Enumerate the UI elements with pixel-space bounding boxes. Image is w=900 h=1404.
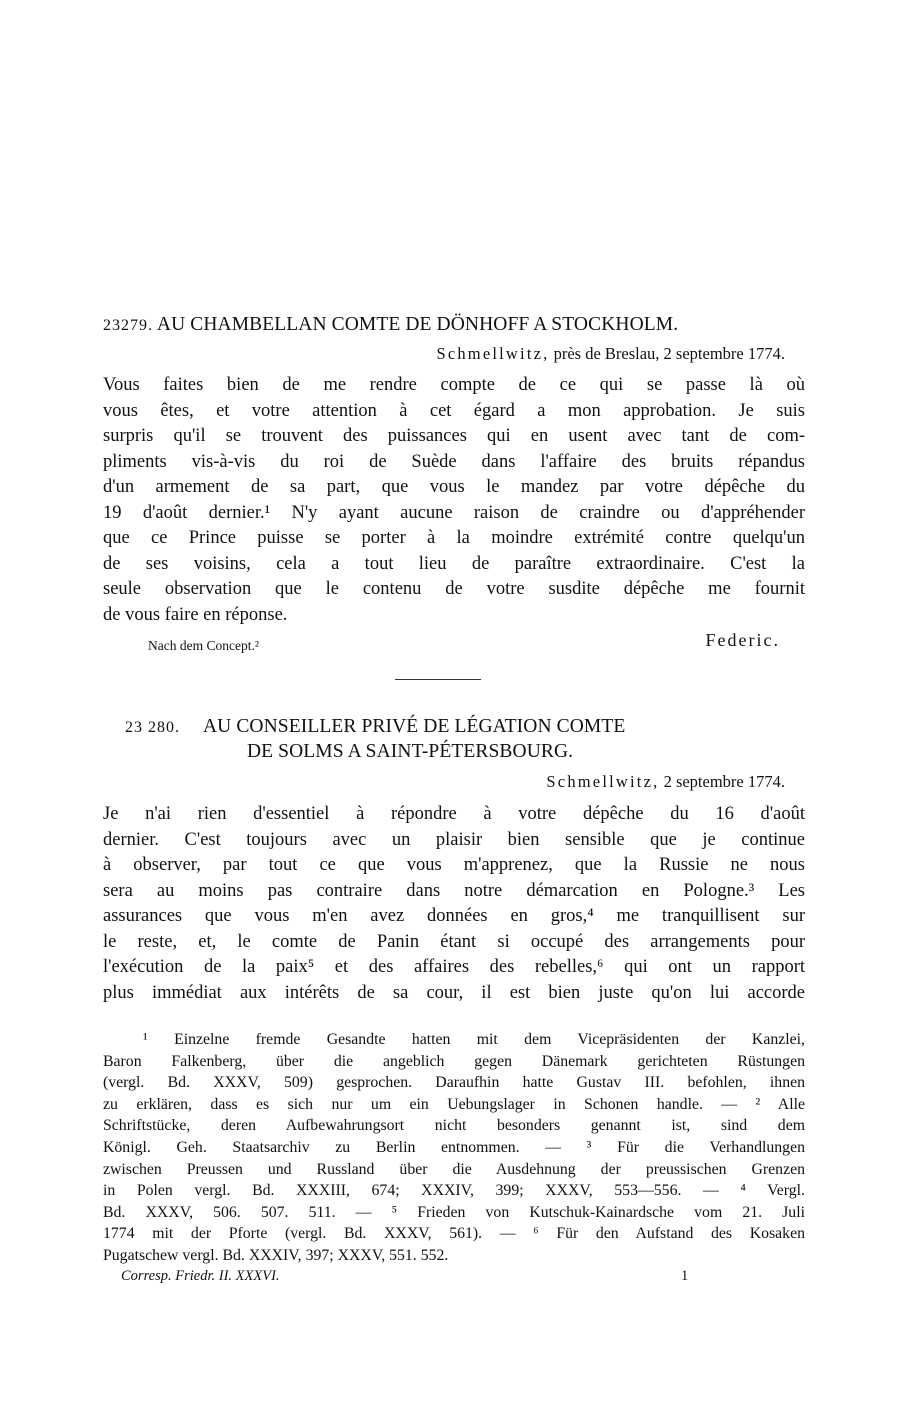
letter-2-place: Schmellwitz, [546, 772, 660, 791]
letter-1-title: AU CHAMBELLAN COMTE DE DÖNHOFF A STOCKHOLM. [156, 314, 679, 335]
body-line: dernier. C'est toujours avec un plaisir bien sensible que je continue [103, 829, 805, 850]
footnote-line: Schriftstücke, deren Aufbewahrungsort nicht besonders genannt ist, sind dem [103, 1117, 805, 1135]
body-line: Je n'ai rien d'essentiel à répondre à votre dépêche du 16 d'août [103, 804, 805, 824]
body-line: le reste, et, le comte de Panin étant si occupé des arrangements pour [103, 931, 805, 952]
body-line: à observer, par tout ce que vous m'apprenez, que la Russie ne nous [103, 855, 805, 875]
body-line: sera au moins pas contraire dans notre démarcation en Pologne.³ Les [103, 880, 805, 901]
body-line: 19 d'août dernier.¹ N'y ayant aucune raison de craindre ou d'appréhender [103, 502, 805, 523]
letter-1-body [103, 373, 805, 628]
body-line: surpris qu'il se trouvent des puissances qui en usent avec tant de com- [103, 426, 805, 446]
letter-1-source-note: Nach dem Concept.² [148, 638, 259, 653]
letter-1-heading [103, 314, 805, 336]
letter-2-date: 2 septembre 1774. [663, 772, 785, 791]
footnote-line: zu erklären, dass es sich nur um ein Uebungslager in Schonen handle. — ² Alle [103, 1095, 805, 1113]
body-line: assurances que vous m'en avez données en gros,⁴ me tranquillisent sur [103, 906, 805, 926]
footnote-line: Bd. XXXV, 506. 507. 511. — ⁵ Frieden von Kutschuk-Kainardsche vom 21. Juli [103, 1203, 805, 1221]
sheet-number: 1 [681, 1268, 689, 1284]
footnote-line: in Polen vergl. Bd. XXXIII, 674; XXXIV, 399; XXXV, 553—556. — ⁴ Vergl. [103, 1182, 805, 1200]
letter-2-number: 23 280. [125, 719, 180, 736]
letter-1-date: près de Breslau, 2 septembre 1774. [553, 344, 785, 363]
letter-2-heading-line-1 [103, 716, 827, 738]
letter-2-title-line-1: AU CONSEILLER PRIVÉ DE LÉGATION COMTE [202, 716, 626, 737]
footnote-line: Baron Falkenberg, über die angeblich gegen Dänemark gerichteten Rüstungen [103, 1052, 805, 1070]
letter-1-number: 23279. [103, 317, 153, 334]
body-line: que ce Prince puisse se porter à la moindre extrémité contre quelqu'un [103, 528, 805, 548]
body-line: l'exécution de la paix⁵ et des affaires des rebelles,⁶ qui ont un rapport [103, 957, 805, 977]
footnotes [103, 1029, 805, 1267]
body-line: pliments vis-à-vis du roi de Suède dans l'affaire des bruits répandus [103, 451, 805, 472]
section-divider [395, 679, 481, 680]
footnote-line: Königl. Geh. Staatsarchiv zu Berlin entnommen. — ³ Für die Verhandlungen [103, 1138, 805, 1156]
letter-2-title-line-2: DE SOLMS A SAINT-PÉTERSBOURG. [247, 741, 574, 762]
body-line: Vous faites bien de me rendre compte de ce qui se passe là où [103, 375, 805, 395]
letter-2-dateline [546, 772, 785, 792]
footnote-line: Pugatschew vergl. Bd. XXXIV, 397; XXXV, 551. 552. [103, 1246, 449, 1264]
footnote-line: zwischen Preussen und Russland über die Ausdehnung der preussischen Grenzen [103, 1160, 805, 1178]
body-line: plus immédiat aux intérêts de sa cour, il est bien juste qu'on lui accorde [103, 982, 805, 1003]
letter-2-body [103, 802, 805, 1006]
footer-signature-mark: Corresp. Friedr. II. XXXVI. [121, 1268, 280, 1284]
footnote-line: 1774 mit der Pforte (vergl. Bd. XXXV, 561). — ⁶ Für den Aufstand des Kosaken [103, 1225, 805, 1243]
page-footer [121, 1268, 689, 1285]
body-line: de ses voisins, cela a tout lieu de paraître extraordinaire. C'est la [103, 553, 805, 574]
letter-1-signature: Federic. [705, 630, 780, 650]
body-line: vous êtes, et votre attention à cet égard a mon approbation. Je suis [103, 400, 805, 421]
body-line: d'un armement de sa part, que vous le mandez par votre dépêche du [103, 477, 805, 497]
footnote-line: ¹ Einzelne fremde Gesandte hatten mit dem Vicepräsidenten der Kanzlei, [143, 1031, 805, 1048]
letter-1-dateline [436, 344, 785, 364]
body-line: seule observation que le contenu de votre susdite dépêche me fournit [103, 579, 805, 599]
footnote-line: (vergl. Bd. XXXV, 509) gesprochen. Daraufhin hatte Gustav III. befohlen, ihnen [103, 1074, 805, 1092]
letter-2-heading-line-2 [103, 741, 900, 763]
page [103, 0, 805, 1404]
body-line: de vous faire en réponse. [103, 604, 288, 625]
letter-1-place: Schmellwitz, [436, 344, 550, 363]
